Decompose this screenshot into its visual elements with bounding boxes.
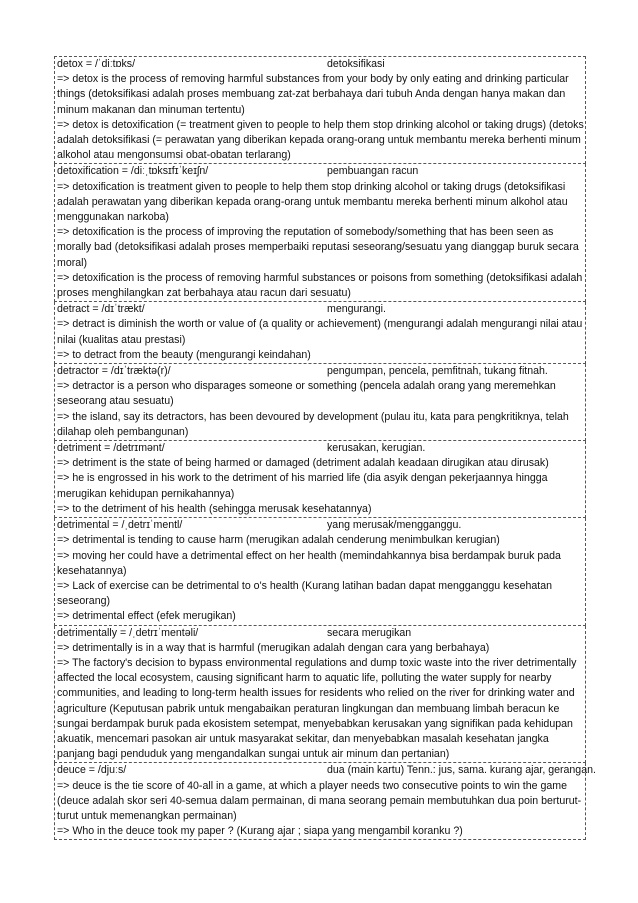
dictionary-entry <box>54 441 586 518</box>
entry-definition-line: => to detract from the beauty (mengurangi keindahan) <box>57 348 311 361</box>
dictionary-entry <box>54 626 586 764</box>
entry-definition-line: => detrimental effect (efek merugikan) <box>57 610 236 623</box>
entry-definition-line: => deuce is the tie score of 40-all in a game, at which a player needs two consecutive points to win the game (deuce adalah skor seri 40-semua dalam permainan, di mana seorang pemain membutuhkan dua poin berturut-turut untuk memenangkan permainan) <box>57 779 582 822</box>
dictionary-entry <box>54 164 586 302</box>
entry-meaning: secara merugikan <box>327 626 412 639</box>
entry-definition-line: => detoxification is the process of improving the reputation of somebody/something that has been seen as morally bad (detoksifikasi adalah proses memperbaiki reputasi seseorang/sesuatu yang dianggap buruk secara moral) <box>57 226 579 269</box>
entry-definition-line: => detriment is the state of being harmed or damaged (detriment adalah keadaan dirugikan atau dirusak) <box>57 457 549 470</box>
dictionary-entry <box>54 364 586 441</box>
entry-definition-line: => detract is diminish the worth or value of (a quality or achievement) (mengurangi adalah mengurangi nilai atau nilai (kualitas atau prestasi) <box>57 318 583 346</box>
entry-definition-line: => he is engrossed in his work to the detriment of his married life (dia asyik dengan pekerjaannya hingga merugikan kehidupan pernikahannya) <box>57 472 548 500</box>
entry-header <box>57 518 584 533</box>
entry-definition-line: => detrimental is tending to cause harm (merugikan adalah cenderung menimbulkan kerugian) <box>57 534 500 547</box>
entry-definition-line: => the island, say its detractors, has been devoured by development (pulau itu, kata para pengkritiknya, telah dilahap oleh pembangunan) <box>57 410 569 438</box>
entry-meaning: mengurangi. <box>327 303 386 316</box>
dictionary-document <box>54 56 596 840</box>
entry-header <box>57 441 584 456</box>
entry-term: detox = /ˈdiːtɒks/ <box>57 58 136 70</box>
entry-definition-line: => detractor is a person who disparages someone or something (pencela adalah orang yang meremehkan seseorang atau sesuatu) <box>57 380 556 408</box>
entry-term: deuce = /djuːs/ <box>57 764 127 777</box>
entry-term: detriment = /detrɪmənt/ <box>57 442 165 455</box>
entry-meaning: yang merusak/mengganggu. <box>327 519 462 532</box>
entry-term: detrimental = /ˌdetrɪˈmentl/ <box>57 519 183 532</box>
dictionary-entry <box>54 518 586 625</box>
entry-definition-line: => detoxification is the process of removing harmful substances or poisons from something (detoksifikasi adalah proses menghilangkan zat berbahaya atau racun dari sesuatu) <box>57 271 583 300</box>
entry-definition-line: => moving her could have a detrimental effect on her health (memindahkannya bisa berdampak buruk pada kesehatannya) <box>57 549 561 577</box>
entry-meaning: dua (main kartu) Tenn.: jus, sama. kurang ajar, gerangan. <box>327 764 596 777</box>
entry-header <box>57 364 584 379</box>
entry-term: detoxification = /diːˌtɒksɪfɪˈkeɪʃn/ <box>57 165 209 178</box>
entry-meaning: kerusakan, kerugian. <box>327 442 426 455</box>
entry-header <box>57 763 596 778</box>
entry-definition-line: => detox is the process of removing harmful substances from your body by only eating and drinking particular things (detoksifikasi adalah proses membuang zat-zat berbahaya dari tubuh Anda dengan hanya makan dan minum makanan dan minuman tertentu) <box>57 73 569 116</box>
entry-header <box>57 57 584 72</box>
entry-definition-line: => Who in the deuce took my paper ? (Kurang ajar ; siapa yang mengambil koranku ?) <box>57 825 463 838</box>
entry-definition-line: => to the detriment of his health (sehingga merusak kesehatannya) <box>57 502 372 515</box>
entry-term: detract = /dɪˈtrækt/ <box>57 303 145 316</box>
entry-header <box>57 302 584 317</box>
entry-meaning: pengumpan, pencela, pemfitnah, tukang fitnah. <box>327 365 548 378</box>
entry-meaning: pembuangan racun <box>327 165 419 178</box>
entry-header <box>57 164 584 179</box>
entry-definition-line: => detrimentally is in a way that is harmful (merugikan adalah dengan cara yang berbahaya) <box>57 641 490 654</box>
entry-definition-line: => detoxification is treatment given to people to help them stop drinking alcohol or taking drugs (detoksifikasi adalah perawatan yang diberikan kepada orang-orang untuk membantu mereka berhenti minum alkohol atau menggunakan narkoba) <box>57 180 568 224</box>
entry-definition-line: => detox is detoxification (= treatment given to people to help them stop drinking alcohol or taking drugs) (detoks adalah detoksifikasi (= perawatan yang diberikan kepada orang-orang untuk membantu mereka berhenti minum alkohol atau mengonsumsi obat-obatan terlarang) <box>57 118 584 162</box>
dictionary-entry <box>54 56 586 164</box>
dictionary-entry <box>54 302 586 364</box>
entry-header <box>57 626 584 641</box>
entry-definition-line: => The factory's decision to bypass environmental regulations and dump toxic waste into the river detrimentally affected the local ecosystem, causing significant harm to aquatic life, polluting the water supply for nearby communities, and leading to long-term health issues for residents who relied on the river for drinking water and agriculture (Keputusan pabrik untuk mengabaikan peraturan lingkungan dan membuang limbah beracun ke sungai berdampak buruk pada ekosistem setempat, menyebabkan kerusakan yang signifikan pada kehidupan akuatik, mencemari pasokan air untuk masyarakat sekitar, dan menyebabkan masalah kesehatan jangka panjang bagi penduduk yang mengandalkan sungai untuk air minum dan pertanian) <box>57 656 577 761</box>
entry-definition-line: => Lack of exercise can be detrimental to o's health (Kurang latihan badan dapat mengganggu kesehatan seseorang) <box>57 579 552 608</box>
dictionary-entry <box>54 763 596 840</box>
entry-term: detractor = /dɪˈtræktə(r)/ <box>57 365 171 378</box>
entry-term: detrimentally = /ˌdetrɪˈmentəli/ <box>57 626 199 639</box>
entry-meaning: detoksifikasi <box>327 58 385 70</box>
